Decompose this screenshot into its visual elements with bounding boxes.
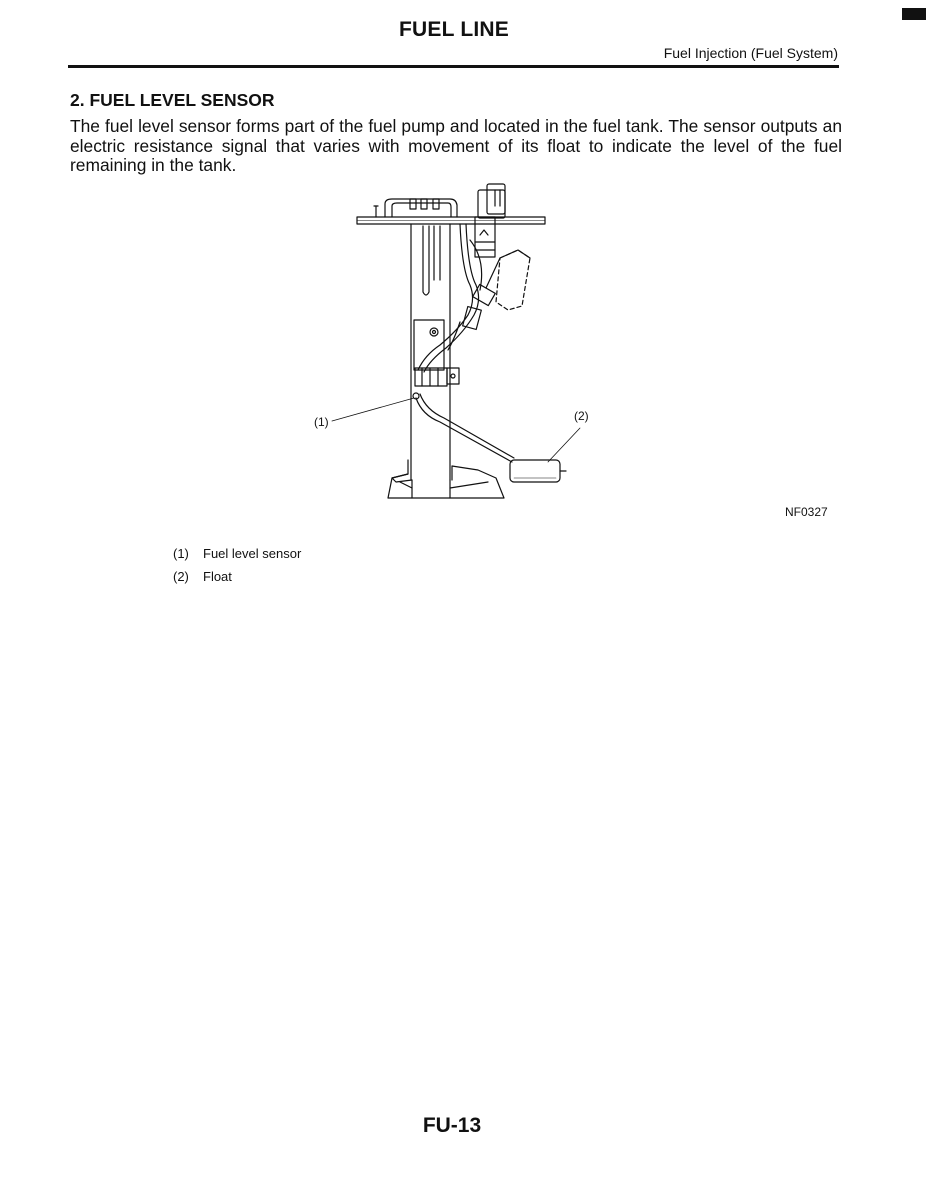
float-body: [510, 460, 566, 482]
fuel-pump-illustration: [300, 180, 600, 510]
legend-label: Float: [203, 569, 232, 584]
figure-id: NF0327: [785, 505, 828, 519]
fuel-pipes: [385, 199, 457, 217]
section-header: Fuel Injection (Fuel System): [663, 45, 838, 61]
corner-tab-mark: [902, 8, 926, 20]
legend-item: [173, 565, 301, 588]
legend-number: (2): [173, 569, 189, 584]
filter-canister: [496, 250, 530, 310]
legend-number: (1): [173, 546, 189, 561]
leader-lines: [332, 398, 580, 462]
callout-1: (1): [314, 415, 329, 429]
body-paragraph: The fuel level sensor forms part of the fuel pump and located in the fuel tank. The sensor outputs an electric resistance signal that varies with movement of its float to indicate the level of the fuel remaining in the tank.: [70, 116, 842, 175]
pump-base: [388, 460, 504, 498]
figure-legend: [173, 542, 301, 588]
header-rule: [68, 65, 839, 68]
legend-label: Fuel level sensor: [203, 546, 302, 561]
filter-outline: [486, 250, 530, 288]
section-heading: 2. FUEL LEVEL SENSOR: [70, 90, 275, 110]
page-number: FU-13: [422, 1114, 482, 1137]
page-title: FUEL LINE: [399, 18, 509, 41]
legend-item: [173, 542, 301, 565]
callout-2: (2): [574, 409, 589, 423]
float-arm: [416, 394, 514, 462]
